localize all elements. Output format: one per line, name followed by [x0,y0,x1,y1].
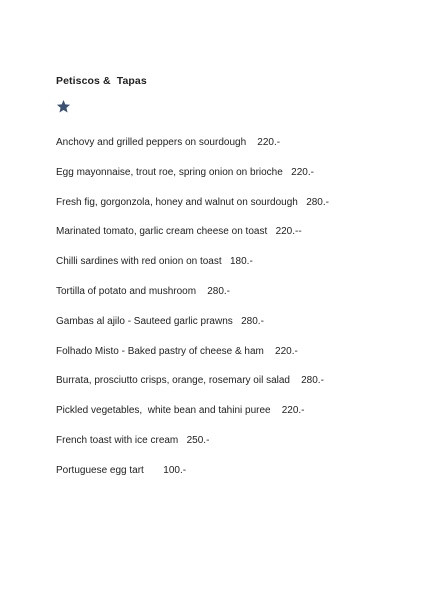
menu-item-name: French toast with ice cream [56,434,179,446]
menu-item-name: Gambas al ajilo - Sauteed garlic prawns [56,315,233,327]
menu-item [56,434,329,464]
menu-item-name: Pickled vegetables, white bean and tahini puree [56,405,271,417]
menu-item-gap [267,226,275,237]
menu-item [56,136,329,166]
menu-item-name: Folhado Misto - Baked pastry of cheese & ham [56,345,264,357]
menu-item-price: 280.- [207,285,230,297]
menu-item-gap [246,137,257,148]
menu-item-price: 220.-- [275,226,302,238]
menu-item-gap [264,346,275,357]
menu-item [56,196,329,226]
menu-item-price: 280.- [306,196,329,208]
menu-item-name: Portuguese egg tart [56,464,144,476]
menu-item-gap [283,167,291,178]
star-shape [57,100,70,113]
menu-item-name: Anchovy and grilled peppers on sourdough [56,137,247,148]
menu-item-price: 100.- [163,464,187,476]
menu-item [56,285,329,315]
menu-item-gap [178,435,186,446]
menu-item [56,315,329,345]
menu-item [56,374,329,404]
menu-item-price: 220.- [257,137,281,148]
menu-section-title: Petiscos & Tapas [56,75,147,87]
menu-item-price: 220.- [275,345,298,357]
menu-item-gap [290,375,301,386]
menu-item-name: Tortilla of potato and mushroom [56,285,197,297]
menu-item-price: 280.- [301,375,324,387]
menu-item-gap [271,405,282,416]
menu-item-name: Burrata, prosciutto crisps, orange, rosemary oil salad [56,375,290,387]
menu-item-gap [233,316,241,327]
menu-item-name: Chilli sardines with red onion on toast [56,256,222,268]
menu-item [56,345,329,375]
menu-item [56,166,329,196]
menu-item-price: 280.- [241,315,264,327]
star-icon [56,99,71,114]
menu-item-gap [298,197,306,208]
menu-item-price: 250.- [186,434,210,446]
menu-item-name: Fresh fig, gorgonzola, honey and walnut on sourdough [56,196,298,208]
menu-item [56,255,329,285]
menu-item-price: 180.- [230,256,253,268]
menu-item-name: Marinated tomato, garlic cream cheese on toast [56,226,268,238]
menu-item-gap [196,286,207,297]
menu-item-price: 220.- [291,166,314,178]
menu-item [56,225,329,255]
menu-item-name: Egg mayonnaise, trout roe, spring onion on brioche [56,166,283,178]
menu-item [56,404,329,434]
menu-item-gap [144,465,163,476]
menu-item-price: 220.- [281,405,305,417]
menu-item-gap [222,256,230,267]
menu-item [56,464,329,494]
menu-item-list [56,136,329,494]
